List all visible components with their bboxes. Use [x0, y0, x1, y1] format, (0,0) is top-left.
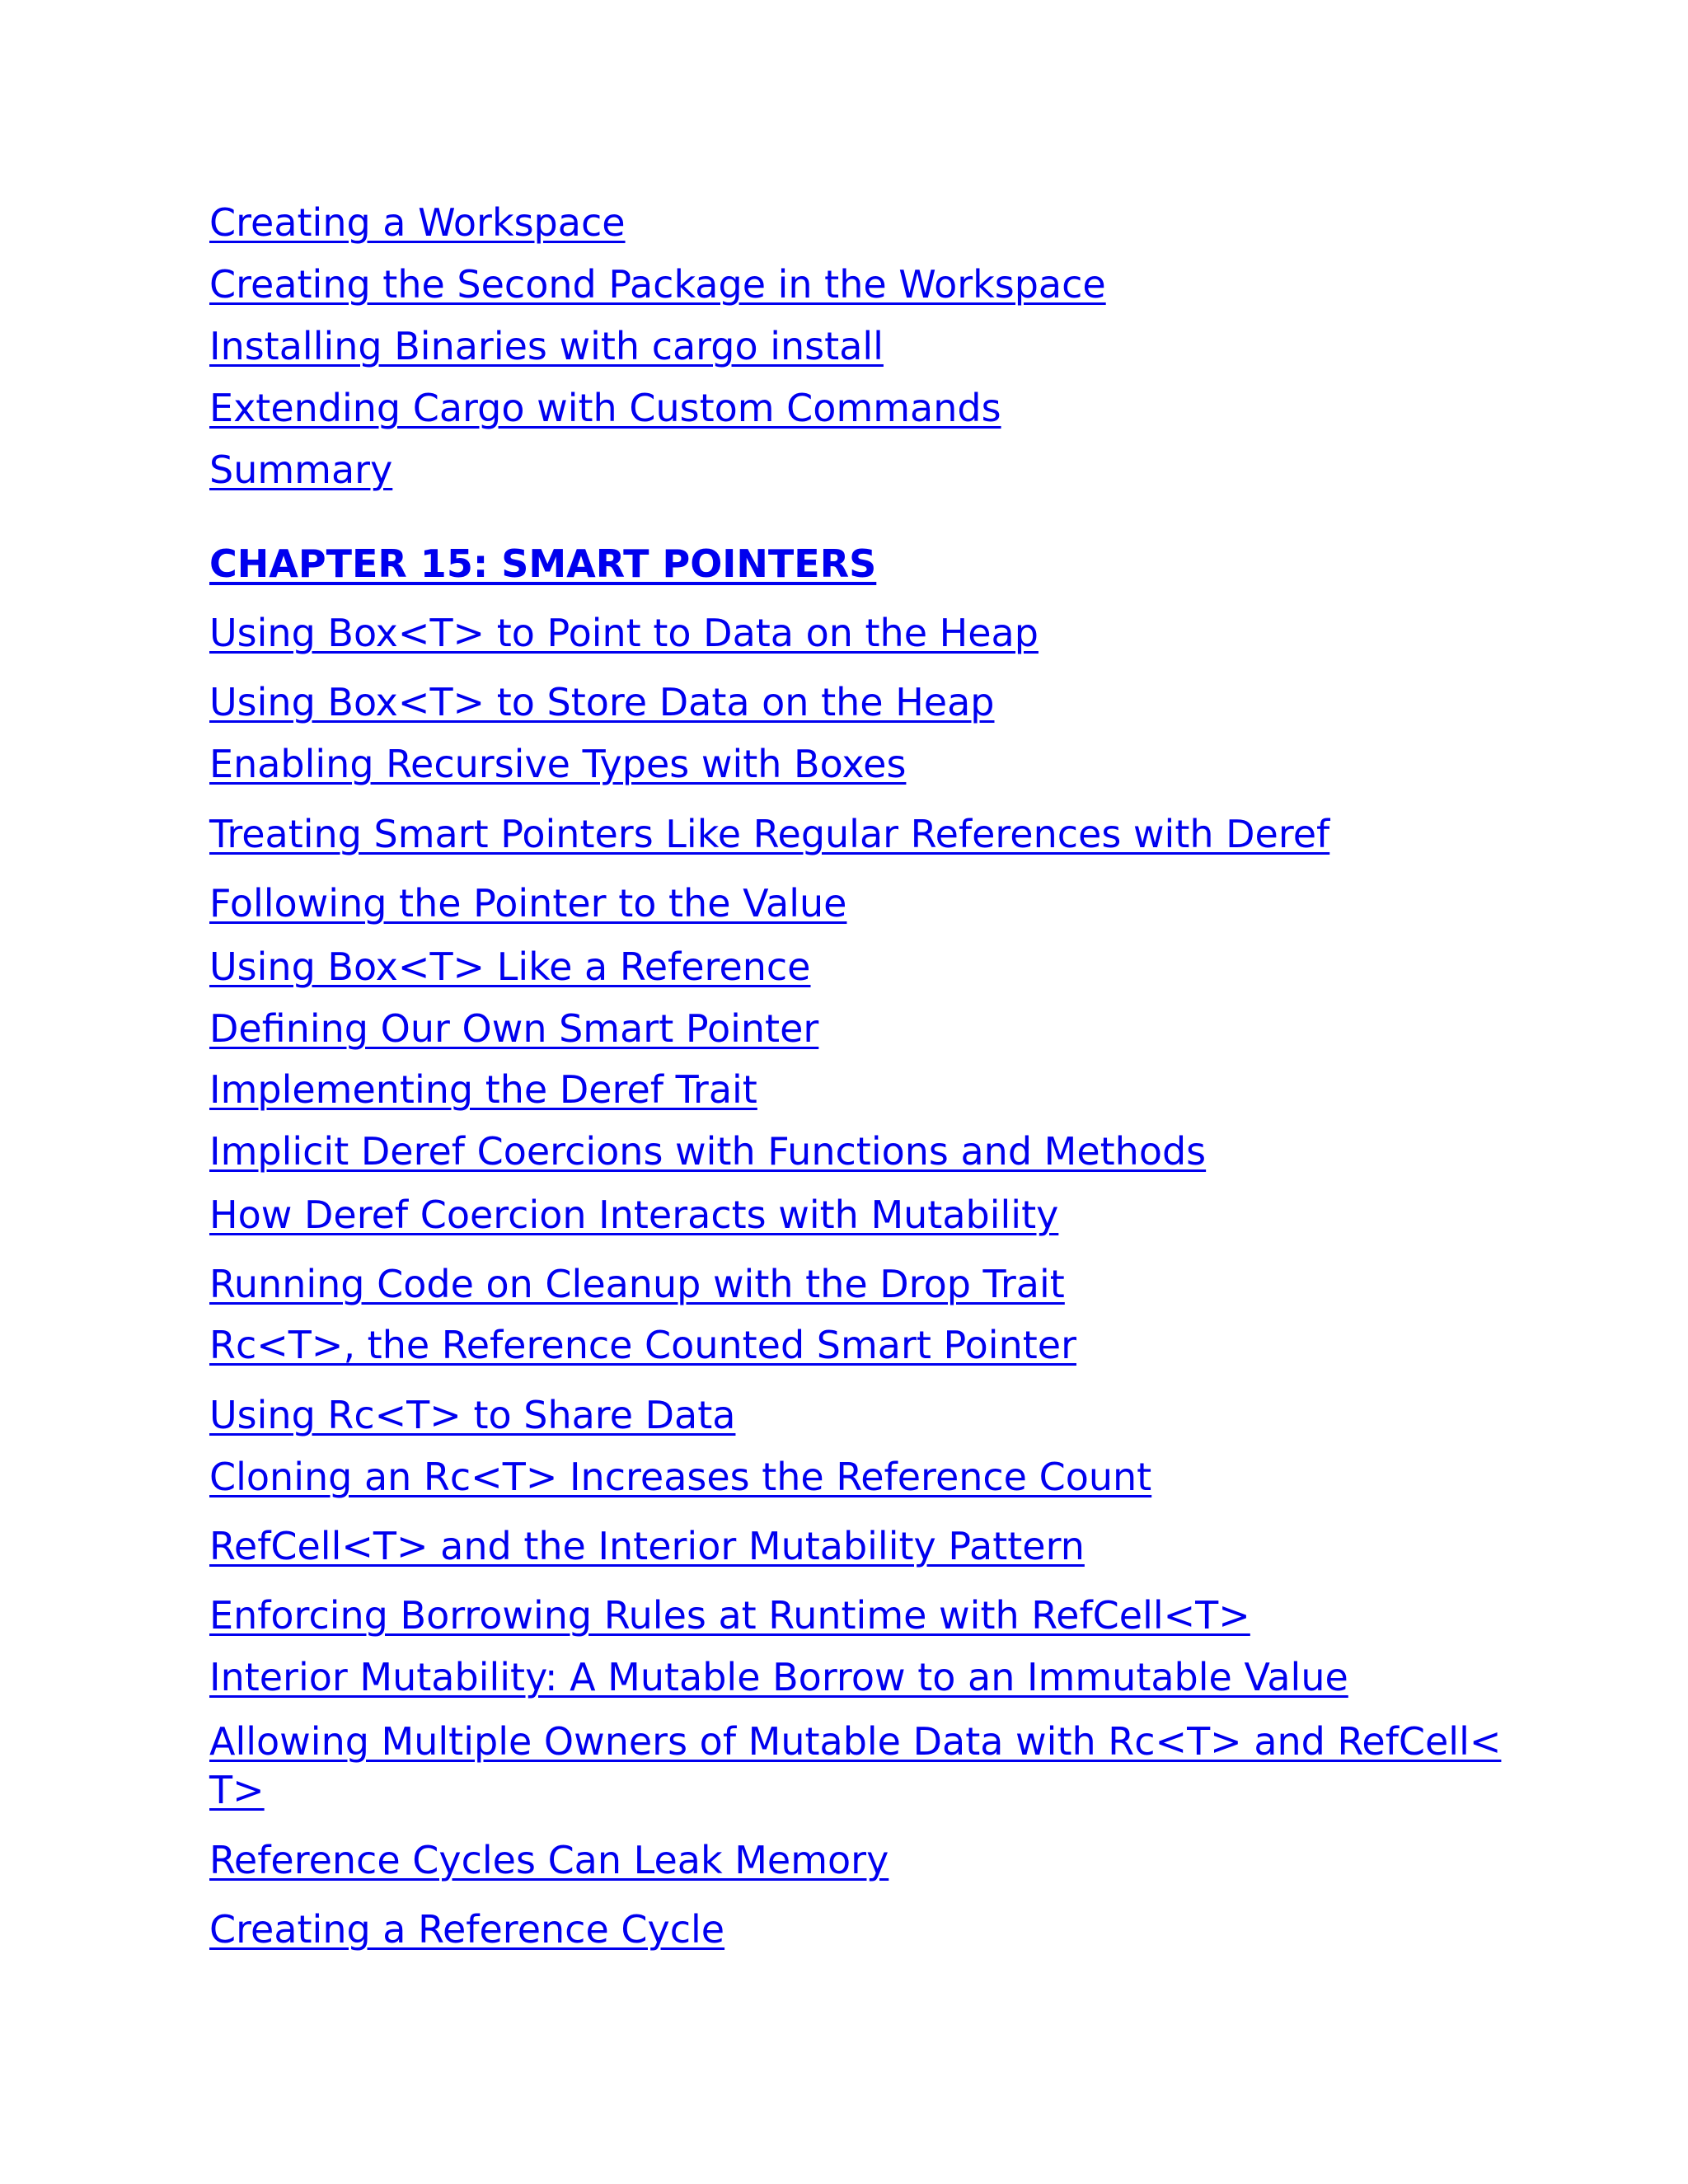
toc-link-creating-workspace[interactable]: Creating a Workspace	[209, 200, 626, 245]
toc-link-following-pointer[interactable]: Following the Pointer to the Value	[209, 881, 847, 926]
toc-link-rc-share-data[interactable]: Using Rc<T> to Share Data	[209, 1393, 736, 1437]
toc-link-enforcing-borrowing-rules[interactable]: Enforcing Borrowing Rules at Runtime with RefCell<T>	[209, 1593, 1250, 1638]
toc-link-recursive-types[interactable]: Enabling Recursive Types with Boxes	[209, 742, 907, 786]
toc-link-rc-smart-pointer[interactable]: Rc<T>, the Reference Counted Smart Pointer	[209, 1323, 1076, 1367]
toc-link-cloning-rc[interactable]: Cloning an Rc<T> Increases the Reference Count	[209, 1455, 1152, 1499]
toc-link-mutable-borrow-immutable[interactable]: Interior Mutability: A Mutable Borrow to an Immutable Value	[209, 1655, 1348, 1699]
toc-link-implementing-deref[interactable]: Implementing the Deref Trait	[209, 1067, 757, 1112]
toc-link-installing-binaries[interactable]: Installing Binaries with cargo install	[209, 324, 884, 368]
toc-link-multiple-owners-line2[interactable]: T>	[209, 1768, 265, 1812]
toc-link-box-store-heap[interactable]: Using Box<T> to Store Data on the Heap	[209, 680, 995, 724]
toc-link-box-point-heap[interactable]: Using Box<T> to Point to Data on the Heap	[209, 611, 1039, 655]
chapter-heading[interactable]: CHAPTER 15: SMART POINTERS	[209, 541, 877, 586]
toc-link-reference-cycles[interactable]: Reference Cycles Can Leak Memory	[209, 1838, 889, 1882]
toc-link-multiple-owners-line1[interactable]: Allowing Multiple Owners of Mutable Data with Rc<T> and RefCell<	[209, 1719, 1502, 1764]
toc-link-drop-trait[interactable]: Running Code on Cleanup with the Drop Trait	[209, 1262, 1065, 1306]
toc-link-refcell-interior-mutability[interactable]: RefCell<T> and the Interior Mutability Pattern	[209, 1524, 1085, 1568]
toc-link-box-like-reference[interactable]: Using Box<T> Like a Reference	[209, 944, 811, 989]
toc-link-second-package[interactable]: Creating the Second Package in the Workspace	[209, 262, 1106, 307]
toc-link-treating-smart-pointers[interactable]: Treating Smart Pointers Like Regular References with Deref	[209, 812, 1330, 856]
toc-link-creating-reference-cycle[interactable]: Creating a Reference Cycle	[209, 1907, 725, 1952]
toc-link-implicit-deref-coercions[interactable]: Implicit Deref Coercions with Functions and Methods	[209, 1129, 1207, 1174]
toc-link-defining-smart-pointer[interactable]: Defining Our Own Smart Pointer	[209, 1006, 819, 1051]
toc-link-summary[interactable]: Summary	[209, 448, 393, 492]
toc-link-extending-cargo[interactable]: Extending Cargo with Custom Commands	[209, 386, 1001, 430]
toc-link-deref-coercion-mutability[interactable]: How Deref Coercion Interacts with Mutability	[209, 1193, 1059, 1237]
